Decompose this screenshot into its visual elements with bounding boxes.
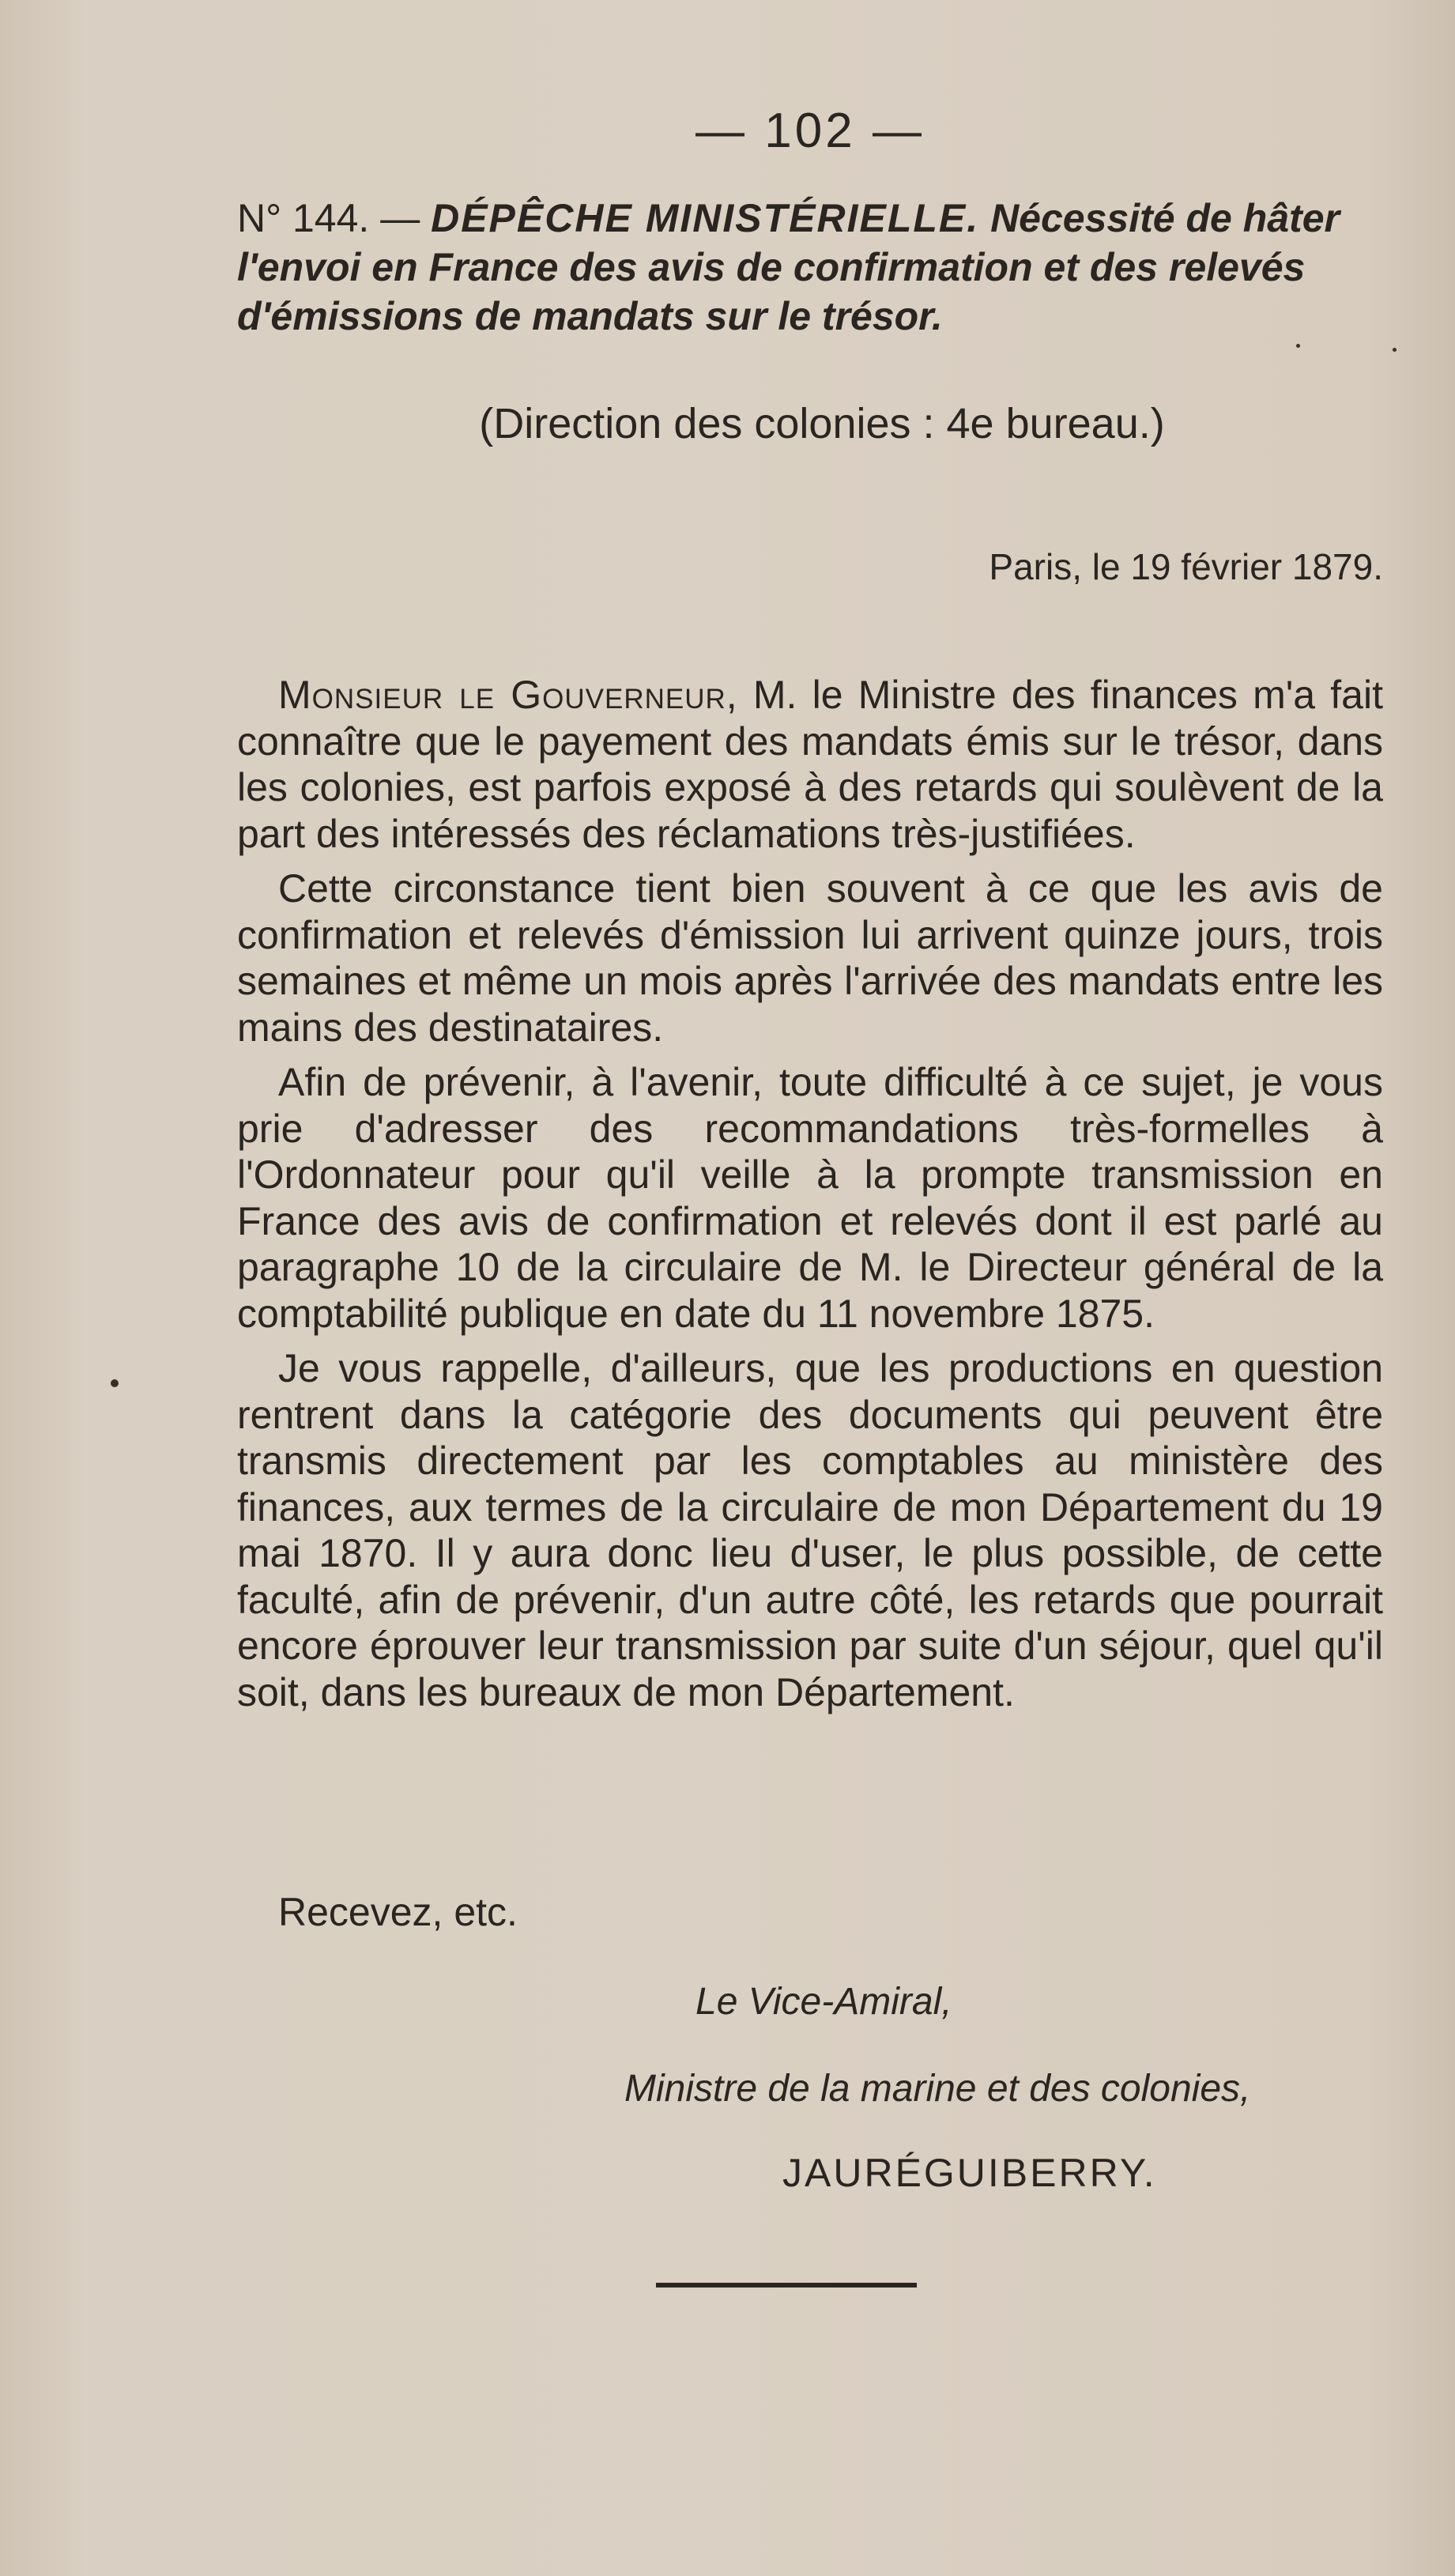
direction-line: (Direction des colonies : 4e bureau.) xyxy=(479,400,1165,447)
heading-subject: Nécessité de hâter l'envoi en France des avis de confirmation et des relevés d'émissions de mandats sur le trésor. xyxy=(237,196,1340,338)
page-number: — 102 — xyxy=(695,104,925,158)
closing-formula: Recevez, etc. xyxy=(278,1890,518,1934)
paragraph: Afin de prévenir, à l'avenir, toute difficulté à ce sujet, je vous prie d'adresser des recommandations très-formelles à l'Ordonnateur pour qu'il veille à la prompte transmission en France des avis de confirmation et relevés dont il est parlé au paragraphe 10 de la circulaire de M. le Directeur général de la comptabilité publique en date du 11 novembre 1875. xyxy=(237,1060,1383,1336)
document-heading xyxy=(237,194,1375,341)
ink-speck xyxy=(1393,348,1397,352)
paragraph xyxy=(237,672,1383,857)
signature-title: Le Vice-Amiral, xyxy=(695,1981,952,2023)
paragraph-1-text: M. le Ministre des finances m'a fait connaître que le payement des mandats émis sur le trésor, dans les colonies, est parfois exposé à des retards qui soulèvent de la part des intéressés des réclamations très-justifiées. xyxy=(237,673,1383,856)
letter-body xyxy=(237,672,1383,1724)
paragraph: Je vous rappelle, d'ailleurs, que les productions en question rentrent dans la catégorie des documents qui peuvent être transmis directement par les comptables au ministère des finances, aux termes de la circulaire de mon Département du 19 mai 1870. Il y aura donc lieu d'user, le plus possible, de cette faculté, afin de prévenir, d'un autre côté, les retards que pourrait encore éprouver leur transmission par suite d'un séjour, quel qu'il soit, dans les bureaux de mon Département. xyxy=(237,1346,1383,1714)
heading-number: N° 144. — xyxy=(237,196,432,240)
paragraph: Cette circonstance tient bien souvent à ce que les avis de confirmation et relevés d'émission lui arrivent quinze jours, trois semaines et même un mois après l'arrivée des mandats entre les mains des destinataires. xyxy=(237,866,1383,1050)
salutation: Monsieur le Gouverneur, xyxy=(278,673,738,717)
end-rule xyxy=(656,2283,917,2287)
signature-name: JAURÉGUIBERRY. xyxy=(782,2151,1157,2195)
heading-title: DÉPÊCHE MINISTÉRIELLE. xyxy=(431,196,980,240)
ink-speck xyxy=(1296,344,1300,348)
dateline: Paris, le 19 février 1879. xyxy=(989,546,1383,587)
ink-speck xyxy=(111,1379,119,1387)
signature-role: Ministre de la marine et des colonies, xyxy=(624,2068,1251,2110)
